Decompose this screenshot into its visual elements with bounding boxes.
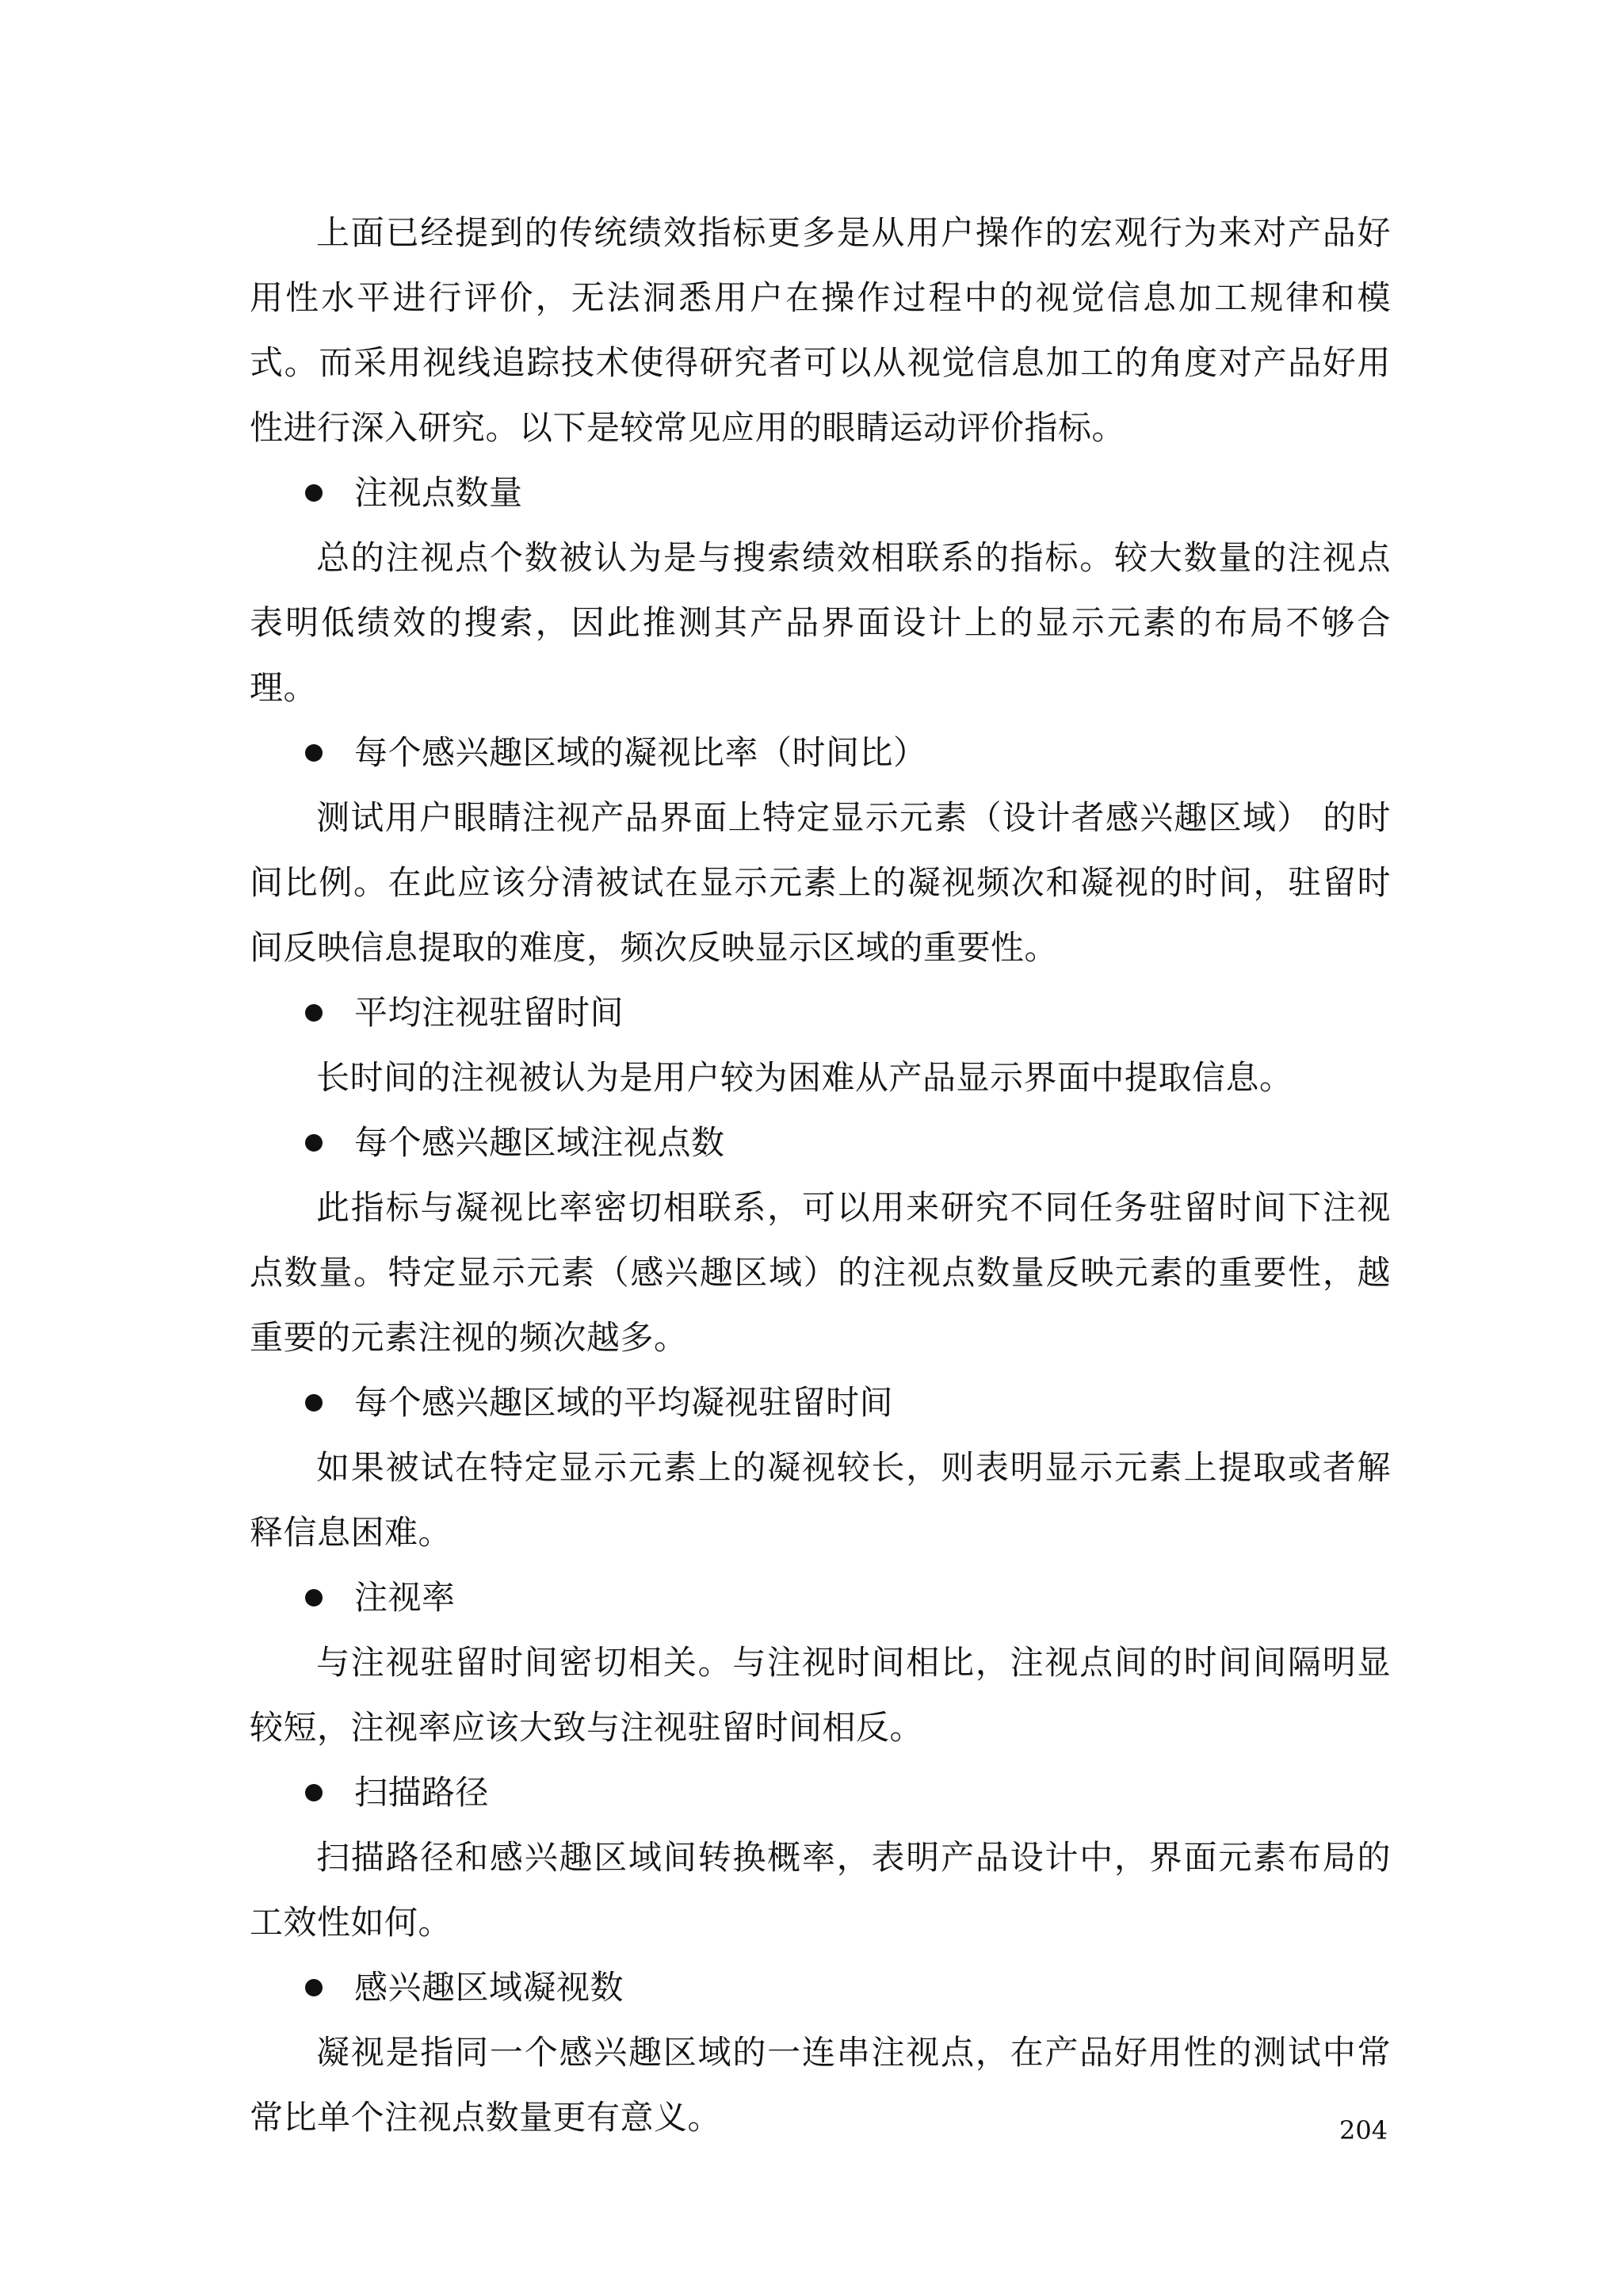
bullet-dot-icon xyxy=(305,484,323,502)
bullet-dot-icon xyxy=(305,1589,323,1606)
bullet-heading-text: 注视点数量 xyxy=(354,473,523,512)
section-paragraph: 扫描路径和感兴趣区域间转换概率，表明产品设计中，界面元素布局的工效性如何。 xyxy=(250,1838,1391,1942)
bullet-heading xyxy=(250,980,1391,1045)
bullet-dot-icon xyxy=(305,1004,323,1022)
section-paragraph: 此指标与凝视比率密切相联系，可以用来研究不同任务驻留时间下注视点数量。特定显示元素（感兴趣区域）的注视点数量反映元素的重要性，越重要的元素注视的频次越多。 xyxy=(250,1188,1391,1357)
section-paragraph: 总的注视点个数被认为是与搜索绩效相联系的指标。较大数量的注视点表明低绩效的搜索，因此推测其产品界面设计上的显示元素的布局不够合理。 xyxy=(250,538,1391,707)
bullet-heading xyxy=(250,1565,1391,1630)
bullet-heading xyxy=(250,1370,1391,1435)
section-paragraph: 与注视驻留时间密切相关。与注视时间相比，注视点间的时间间隔明显较短，注视率应该大致与注视驻留时间相反。 xyxy=(250,1643,1391,1747)
bullet-heading xyxy=(250,720,1391,785)
intro-paragraph: 上面已经提到的传统绩效指标更多是从用户操作的宏观行为来对产品好用性水平进行评价，无法洞悉用户在操作过程中的视觉信息加工规律和模式。而采用视线追踪技术使得研究者可以从视觉信息加工的角度对产品好用性进行深入研究。以下是较常见应用的眼睛运动评价指标。 xyxy=(250,213,1391,447)
bullet-dot-icon xyxy=(305,1784,323,1801)
bullet-heading xyxy=(250,1760,1391,1825)
section-paragraph: 如果被试在特定显示元素上的凝视较长，则表明显示元素上提取或者解释信息困难。 xyxy=(250,1448,1391,1552)
section-paragraph: 凝视是指同一个感兴趣区域的一连串注视点，在产品好用性的测试中常常比单个注视点数量更有意义。 xyxy=(250,2033,1391,2137)
bullet-heading-text: 每个感兴趣区域的平均凝视驻留时间 xyxy=(354,1383,894,1422)
bullet-heading-text: 扫描路径 xyxy=(354,1773,490,1812)
bullet-dot-icon xyxy=(305,744,323,762)
page-number: 204 xyxy=(1339,2115,1388,2145)
bullet-heading xyxy=(250,1110,1391,1175)
bullet-heading-text: 每个感兴趣区域的凝视比率（时间比） xyxy=(354,733,927,772)
section-paragraph: 长时间的注视被认为是用户较为困难从产品显示界面中提取信息。 xyxy=(316,1058,1293,1097)
bullet-dot-icon xyxy=(305,1134,323,1152)
bullet-dot-icon xyxy=(305,1394,323,1412)
bullet-heading xyxy=(250,460,1391,525)
bullet-heading-text: 注视率 xyxy=(354,1578,456,1617)
bullet-dot-icon xyxy=(305,1979,323,1996)
section-paragraph: 测试用户眼睛注视产品界面上特定显示元素（设计者感兴趣区域） 的时间比例。在此应该分清被试在显示元素上的凝视频次和凝视的时间，驻留时间反映信息提取的难度，频次反映显示区域的重要性。 xyxy=(250,798,1391,967)
page-body xyxy=(250,201,1391,2150)
bullet-heading-text: 感兴趣区域凝视数 xyxy=(354,1968,624,2007)
bullet-heading xyxy=(250,1955,1391,2020)
bullet-heading-text: 每个感兴趣区域注视点数 xyxy=(354,1123,725,1162)
bullet-heading-text: 平均注视驻留时间 xyxy=(354,993,624,1032)
